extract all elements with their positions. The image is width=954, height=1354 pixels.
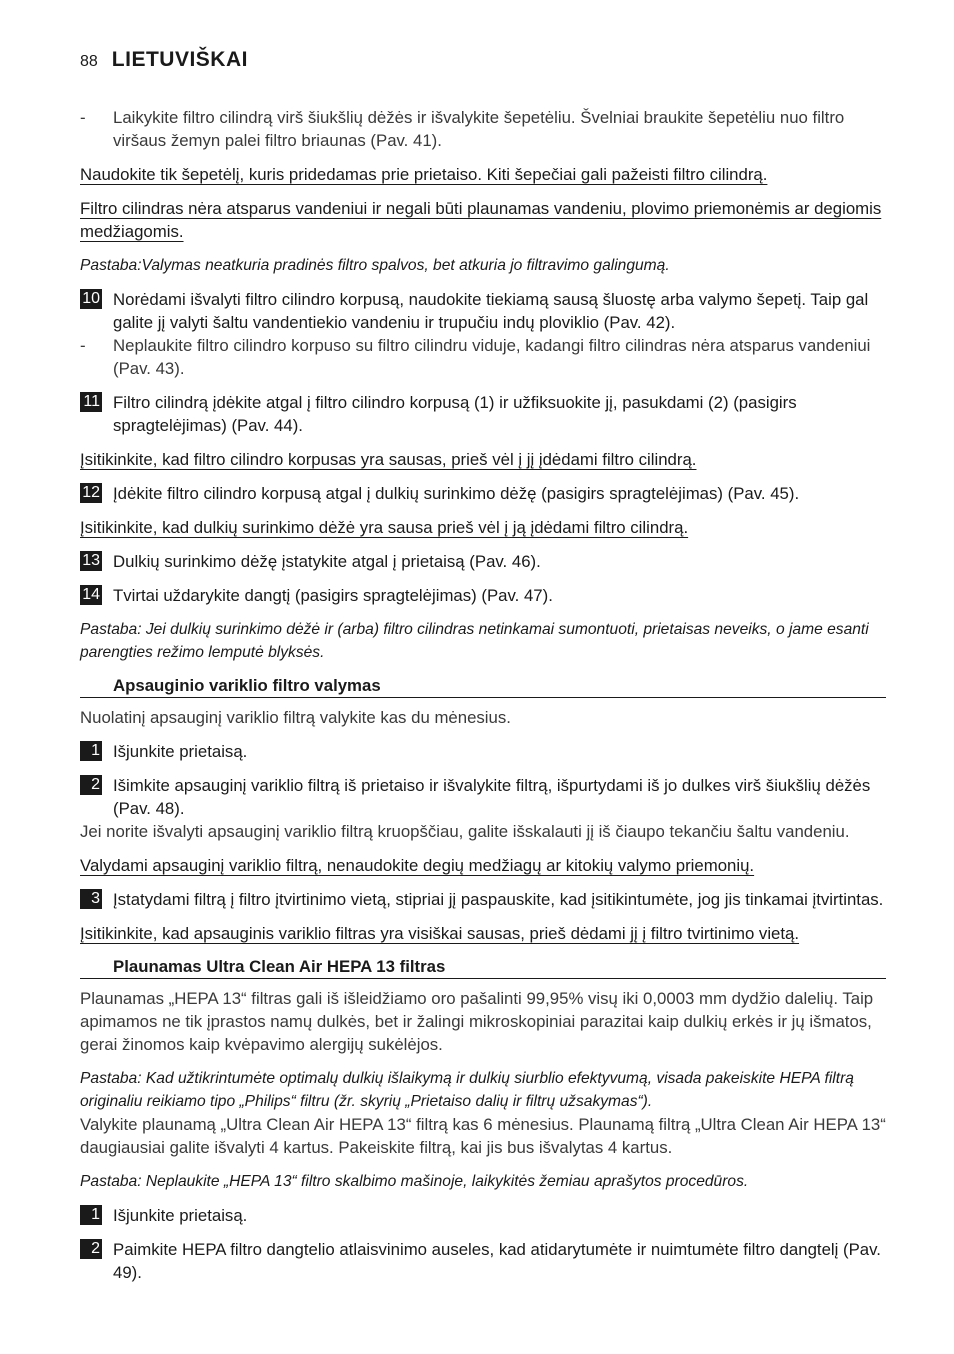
step-number: 13 [80,551,102,571]
warning-paragraph [80,448,886,471]
warning-text: Įsitikinkite, kad filtro cilindro korpusas yra sausas, prieš vėl į jį įdėdami filtro cilindrą. [80,450,697,469]
warning-paragraph [80,854,886,877]
step-item [80,740,886,763]
section-heading: Apsauginio variklio filtro valymas [80,675,886,698]
step-text: Filtro cilindrą įdėkite atgal į filtro cilindro korpusą (1) ir užfiksuokite jį, pasukdami (2) (pasigirs spragtelėjimas) (Pav. 44). [113,393,797,435]
step-number: 1 [80,741,102,761]
warning-paragraph [80,516,886,539]
step-number: 10 [80,289,102,309]
bullet-text: Laikykite filtro cilindrą virš šiukšlių dėžės ir išvalykite šepetėliu. Švelniai braukite šepetėliu nuo filtro viršaus žemyn palei filtro briaunas (Pav. 41). [113,108,845,150]
step-number: 3 [80,889,102,909]
warning-paragraph [80,922,886,945]
step-item [80,288,886,334]
step-text: Dulkių surinkimo dėžę įstatykite atgal į prietaisą (Pav. 46). [113,552,541,571]
language-title: LIETUVIŠKAI [111,48,248,71]
step-text: Įstatydami filtrą į filtro įtvirtinimo vietą, stipriai jį paspauskite, kad įsitikintumėte, jog jis tinkamai įtvirtintas. [113,890,884,909]
warning-text: Valydami apsauginį variklio filtrą, nenaudokite degių medžiagų ar kitokių valymo priemonių. [80,856,755,875]
document-body [80,106,886,1295]
note-paragraph: Pastaba: Neplaukite „HEPA 13“ filtro skalbimo mašinoje, laikykitės žemiau aprašytos procedūros. [80,1173,749,1190]
step-item [80,584,886,607]
note-paragraph: Pastaba: Kad užtikrintumėte optimalų dulkių išlaikymą ir dulkių siurblio efektyvumą, visada pakeiskite HEPA filtrą originaliu reikiamo tipo „Philips“ filtru (žr. skyrių „Prietaiso dalių ir filtrų užsakymas“). [80,1070,854,1110]
step-text: Įdėkite filtro cilindro korpusą atgal į dulkių surinkimo dėžę (pasigirs spragtelėjimas) (Pav. 45). [113,484,800,503]
step-text: Paimkite HEPA filtro dangtelio atlaisvinimo auseles, kad atidarytumėte ir nuimtumėte filtro dangtelį (Pav. 49). [113,1240,881,1282]
step-number: 14 [80,585,102,605]
bullet-item [80,334,886,380]
step-item [80,391,886,437]
page-number: 88 [80,53,98,70]
step-item [80,550,886,573]
warning-text: Įsitikinkite, kad dulkių surinkimo dėžė yra sausa prieš vėl į ją įdėdami filtro cilindrą. [80,518,689,537]
bullet-dash: - [80,108,86,127]
note-paragraph: Pastaba:Valymas neatkuria pradinės filtro spalvos, bet atkuria jo filtravimo galingumą. [80,257,670,274]
step-text: Išjunkite prietaisą. [113,742,248,761]
warning-paragraph [80,197,886,243]
warning-text: Filtro cilindras nėra atsparus vandeniui ir negali būti plaunamas vandeniu, plovimo priemonėmis ar degiomis medžiagomis. [80,199,882,241]
warning-text: Įsitikinkite, kad apsauginis variklio filtras yra visiškai sausas, prieš dėdami jį į filtro tvirtinimo vietą. [80,924,800,943]
step-text: Tvirtai uždarykite dangtį (pasigirs spragtelėjimas) (Pav. 47). [113,586,553,605]
body-paragraph: Nuolatinį apsauginį variklio filtrą valykite kas du mėnesius. [80,708,511,727]
step-item [80,1204,886,1227]
step-item [80,774,886,820]
step-number: 2 [80,1239,102,1259]
warning-text: Naudokite tik šepetėlį, kuris pridedamas prie prietaiso. Kiti šepečiai gali pažeisti filtro cilindrą. [80,165,768,184]
step-item [80,1238,886,1284]
note-paragraph: Pastaba: Jei dulkių surinkimo dėžė ir (arba) filtro cilindras netinkamai sumontuoti, prietaisas neveiks, o jame esanti parengties režimo lemputė blyksės. [80,621,869,661]
section-heading: Plaunamas Ultra Clean Air HEPA 13 filtras [80,956,886,979]
body-paragraph: Jei norite išvalyti apsauginį variklio filtrą kruopščiau, galite išskalauti jį iš čiaupo tekančiu šaltu vandeniu. [80,822,850,841]
step-item [80,482,886,505]
step-number: 2 [80,775,102,795]
step-number: 11 [80,392,102,412]
bullet-text: Neplaukite filtro cilindro korpuso su filtro cilindru viduje, kadangi filtro cilindras nėra atsparus vandeniui (Pav. 43). [113,336,871,378]
body-paragraph: Plaunamas „HEPA 13“ filtras gali iš išleidžiamo oro pašalinti 99,95% visų iki 0,0003 mm dydžio dalelių. Taip apimamos ne tik įprastos namų dulkės, bet ir žalingi mikroskopiniai parazitai kaip dulkių erkės ir jų išmatos, gerai žinomos kaip kvėpavimo alergijų sukėlėjos. [80,989,874,1054]
page-header [80,48,248,72]
bullet-item [80,106,886,152]
step-text: Išjunkite prietaisą. [113,1206,248,1225]
step-text: Norėdami išvalyti filtro cilindro korpusą, naudokite tiekiamą sausą šluostę arba valymo šepetį. Taip gal galite jį valyti šaltu vandentiekio vandeniu ir trupučiu indų ploviklio (Pav. 42). [113,290,869,332]
warning-paragraph [80,163,886,186]
step-item [80,888,886,911]
step-number: 12 [80,483,102,503]
step-text: Išimkite apsauginį variklio filtrą iš prietaiso ir išvalykite filtrą, išpurtydami iš jo dulkes virš šiukšlių dėžės (Pav. 48). [113,776,871,818]
body-paragraph: Valykite plaunamą „Ultra Clean Air HEPA 13“ filtrą kas 6 mėnesius. Plaunamą filtrą „Ultra Clean Air HEPA 13“ daugiausiai galite išvalyti 4 kartus. Pakeiskite filtrą, kai jis bus išvalytas 4 kartus. [80,1115,886,1157]
bullet-dash: - [80,336,86,355]
step-number: 1 [80,1205,102,1225]
